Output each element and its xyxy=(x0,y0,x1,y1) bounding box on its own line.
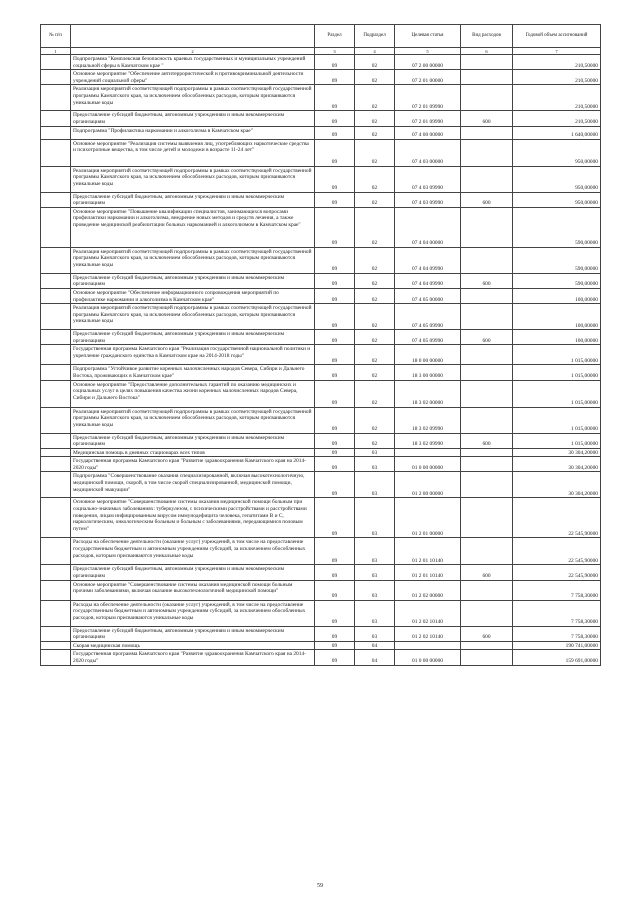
cell-podrazdel: 04 xyxy=(355,641,395,650)
cell-name: Скорая медицинская помощь xyxy=(71,641,315,650)
cell-statya: 07 2 01 09990 xyxy=(395,85,461,111)
cell-vid xyxy=(461,365,513,380)
cell-podrazdel: 03 xyxy=(355,600,395,626)
table-row xyxy=(41,457,601,472)
cell-vid xyxy=(461,448,513,457)
cell-sum: 590,00000 xyxy=(513,207,601,247)
cell-name: Реализация мероприятий соответствующей подпрограммы в рамках соответствующей государственной программы Камчатского края, за исключением обособленных расходов, которым присваиваются уникальные коды xyxy=(71,407,315,433)
cell-vid xyxy=(461,538,513,565)
cell-razdel: 09 xyxy=(315,600,355,626)
cell-statya: 01 2 00 00000 xyxy=(395,472,461,498)
cell-name: Предоставление субсидий бюджетным, автономным учреждениям и иным некоммерческим организациям xyxy=(71,330,315,345)
cell-podrazdel: 03 xyxy=(355,565,395,580)
cell-name: Реализация мероприятий соответствующей подпрограммы в рамках соответствующей государственной программы Камчатского края, за исключением обособленных расходов, которым присваиваются уникальные коды xyxy=(71,85,315,111)
cell-statya: 18 3 02 00000 xyxy=(395,380,461,407)
table-row xyxy=(41,600,601,626)
cell-razdel: 09 xyxy=(315,247,355,273)
table-row xyxy=(41,365,601,380)
cell-number xyxy=(41,448,71,457)
cell-name: Реализация мероприятий соответствующей подпрограммы в рамках соответствующей государственной программы Камчатского края, за исключением обособленных расходов, которым присваиваются уникальные коды xyxy=(71,304,315,330)
cell-name: Расходы на обеспечение деятельности (оказание услуг) учреждений, в том числе на предоставление государственным бюджетным и автономным учреждениям субсидий, за исключением обособленных расходов, которым присваиваются уникальные коды xyxy=(71,538,315,565)
cell-razdel: 09 xyxy=(315,55,355,70)
cell-statya: 01 2 01 10140 xyxy=(395,538,461,565)
cell-sum: 22 545,90000 xyxy=(513,538,601,565)
cell-number xyxy=(41,600,71,626)
header-razdel: Раздел xyxy=(315,25,355,48)
cell-vid xyxy=(461,55,513,70)
cell-vid: 600 xyxy=(461,565,513,580)
cell-statya: 01 0 00 00000 xyxy=(395,650,461,665)
cell-vid xyxy=(461,580,513,600)
cell-statya: 07 4 05 09990 xyxy=(395,304,461,330)
cell-statya: 01 2 01 10140 xyxy=(395,565,461,580)
cell-podrazdel: 02 xyxy=(355,55,395,70)
cell-razdel: 09 xyxy=(315,304,355,330)
cell-razdel: 09 xyxy=(315,565,355,580)
table-row xyxy=(41,70,601,85)
cell-sum: 1 015,00000 xyxy=(513,407,601,433)
cell-name: Подпрограмма "Комплексная безопасность краевых государственных и муниципальных учреждений социальной сферы в Камчатском крае " xyxy=(71,55,315,70)
cell-razdel: 09 xyxy=(315,139,355,166)
cell-razdel: 09 xyxy=(315,192,355,207)
cell-number xyxy=(41,55,71,70)
cell-vid xyxy=(461,472,513,498)
cell-sum: 210,50000 xyxy=(513,55,601,70)
cell-vid xyxy=(461,380,513,407)
cell-podrazdel: 02 xyxy=(355,139,395,166)
cell-razdel: 09 xyxy=(315,111,355,126)
table-row xyxy=(41,472,601,498)
cell-number xyxy=(41,288,71,303)
cell-podrazdel: 02 xyxy=(355,166,395,192)
cell-razdel: 09 xyxy=(315,70,355,85)
cell-razdel: 09 xyxy=(315,85,355,111)
cell-statya: 07 4 00 00000 xyxy=(395,126,461,139)
cell-vid: 600 xyxy=(461,626,513,641)
cell-statya xyxy=(395,448,461,457)
table-row xyxy=(41,498,601,538)
table-row xyxy=(41,650,601,665)
cell-sum: 30 304,20000 xyxy=(513,472,601,498)
header-number: № п/п xyxy=(41,25,71,48)
cell-podrazdel: 02 xyxy=(355,126,395,139)
cell-razdel: 09 xyxy=(315,448,355,457)
cell-vid xyxy=(461,70,513,85)
cell-vid xyxy=(461,498,513,538)
budget-table xyxy=(40,24,601,666)
cell-name: Реализация мероприятий соответствующей подпрограммы в рамках соответствующей государственной программы Камчатского края, за исключением обособленных расходов, которым присваиваются уникальные коды xyxy=(71,247,315,273)
cell-vid xyxy=(461,304,513,330)
table-row xyxy=(41,345,601,365)
cell-statya: 07 4 04 00000 xyxy=(395,207,461,247)
cell-name: Предоставление субсидий бюджетным, автономным учреждениям и иным некоммерческим организациям xyxy=(71,565,315,580)
cell-vid xyxy=(461,650,513,665)
cell-number xyxy=(41,433,71,448)
cell-statya: 07 2 00 00000 xyxy=(395,55,461,70)
cell-name: Предоставление субсидий бюджетным, автономным учреждениям и иным некоммерческим организациям xyxy=(71,192,315,207)
cell-statya: 01 0 00 00000 xyxy=(395,457,461,472)
cell-sum: 190 741,00000 xyxy=(513,641,601,650)
cell-statya xyxy=(395,641,461,650)
cell-number xyxy=(41,365,71,380)
column-number: 2 xyxy=(71,48,315,55)
cell-podrazdel: 02 xyxy=(355,288,395,303)
cell-number xyxy=(41,330,71,345)
cell-name: Государственная программа Камчатского края "Реализация государственной национальной политики и укрепление гражданского единства в Камчатском крае на 2014-2018 годы" xyxy=(71,345,315,365)
column-number-row xyxy=(41,48,601,55)
cell-number xyxy=(41,580,71,600)
cell-vid xyxy=(461,85,513,111)
cell-razdel: 09 xyxy=(315,166,355,192)
cell-vid: 600 xyxy=(461,111,513,126)
cell-vid: 600 xyxy=(461,192,513,207)
cell-name: Подпрограмма "Устойчивое развитие коренных малочисленных народов Севера, Сибири и Дальнего Востока, проживающих в Камчатском крае" xyxy=(71,365,315,380)
budget-sheet xyxy=(40,24,600,666)
cell-podrazdel: 02 xyxy=(355,273,395,288)
cell-name: Основное мероприятие "Предоставление дополнительных гарантий по оказанию медицинских и социальных услуг в целях повышения качества жизни коренных малочисленных народов Севера, Сибири и Дальнего Востока" xyxy=(71,380,315,407)
cell-statya: 07 4 03 09990 xyxy=(395,192,461,207)
cell-razdel: 09 xyxy=(315,580,355,600)
cell-razdel: 09 xyxy=(315,457,355,472)
cell-statya: 07 4 05 09990 xyxy=(395,330,461,345)
table-row xyxy=(41,626,601,641)
cell-podrazdel: 02 xyxy=(355,345,395,365)
cell-razdel: 09 xyxy=(315,472,355,498)
cell-sum: 210,50000 xyxy=(513,85,601,111)
column-number: 7 xyxy=(513,48,601,55)
cell-statya: 18 3 00 00000 xyxy=(395,365,461,380)
cell-name: Расходы на обеспечение деятельности (оказание услуг) учреждений, в том числе на предоставление государственным бюджетным и автономным учреждениям субсидий, за исключением обособленных расходов, которым присваиваются уникальные коды xyxy=(71,600,315,626)
cell-vid xyxy=(461,247,513,273)
cell-razdel: 09 xyxy=(315,288,355,303)
cell-sum: 590,00000 xyxy=(513,247,601,273)
cell-sum: 22 545,90000 xyxy=(513,498,601,538)
column-number: 4 xyxy=(355,48,395,55)
cell-razdel: 09 xyxy=(315,433,355,448)
header-podrazdel: Подраздел xyxy=(355,25,395,48)
cell-razdel: 09 xyxy=(315,650,355,665)
cell-sum: 950,00000 xyxy=(513,139,601,166)
cell-number xyxy=(41,70,71,85)
table-row xyxy=(41,448,601,457)
cell-razdel: 09 xyxy=(315,345,355,365)
table-row xyxy=(41,55,601,70)
table-row xyxy=(41,641,601,650)
cell-razdel: 09 xyxy=(315,365,355,380)
cell-vid: 600 xyxy=(461,273,513,288)
cell-name: Основное мероприятие "Совершенствование системы оказания медицинской помощи больным прочими заболеваниями, включая оказание высокотехнологичной медицинской помощи" xyxy=(71,580,315,600)
cell-podrazdel: 03 xyxy=(355,538,395,565)
header-name xyxy=(71,25,315,48)
cell-number xyxy=(41,192,71,207)
cell-vid xyxy=(461,139,513,166)
table-row xyxy=(41,304,601,330)
cell-sum: 7 758,30000 xyxy=(513,600,601,626)
cell-sum: 1 015,00000 xyxy=(513,345,601,365)
cell-number xyxy=(41,498,71,538)
cell-podrazdel: 03 xyxy=(355,498,395,538)
cell-vid xyxy=(461,288,513,303)
cell-podrazdel: 02 xyxy=(355,304,395,330)
cell-vid xyxy=(461,126,513,139)
cell-statya: 07 4 04 09990 xyxy=(395,247,461,273)
cell-vid xyxy=(461,207,513,247)
table-row xyxy=(41,85,601,111)
cell-statya: 07 4 04 09990 xyxy=(395,273,461,288)
cell-statya: 07 2 01 09990 xyxy=(395,111,461,126)
table-row xyxy=(41,207,601,247)
cell-number xyxy=(41,139,71,166)
cell-name: Основное мероприятие "Реализация системы выявления лиц, употребляющих наркотические средства и психотропные вещества, в том числе детей и молодежи в возрасте 11-24 лет" xyxy=(71,139,315,166)
table-row xyxy=(41,247,601,273)
cell-number xyxy=(41,626,71,641)
cell-name: Предоставление субсидий бюджетным, автономным учреждениям и иным некоммерческим организациям xyxy=(71,111,315,126)
cell-number xyxy=(41,565,71,580)
cell-number xyxy=(41,166,71,192)
table-row xyxy=(41,330,601,345)
cell-sum: 1 015,00000 xyxy=(513,380,601,407)
cell-sum: 950,00000 xyxy=(513,166,601,192)
cell-name: Государственная программа Камчатского края "Развитие здравоохранения Камчатского края на 2014-2020 годы" xyxy=(71,457,315,472)
table-row xyxy=(41,192,601,207)
cell-sum: 30 304,20000 xyxy=(513,457,601,472)
header-sum: Годовой объем ассигнований xyxy=(513,25,601,48)
cell-razdel: 09 xyxy=(315,380,355,407)
cell-vid xyxy=(461,600,513,626)
cell-statya: 18 3 02 09990 xyxy=(395,407,461,433)
cell-name: Предоставление субсидий бюджетным, автономным учреждениям и иным некоммерческим организациям xyxy=(71,273,315,288)
table-row xyxy=(41,580,601,600)
cell-name: Основное мероприятие "Обеспечение антитеррористической и противокриминальной деятельности учреждений социальной сферы" xyxy=(71,70,315,85)
cell-name: Подпрограмма "Совершенствование оказания специализированной, включая высокотехнологичную, медицинской помощи, скорой, в том числе скорой специализированной, медицинской помощи, медицинской эвакуации" xyxy=(71,472,315,498)
table-row xyxy=(41,565,601,580)
cell-statya: 18 0 00 00000 xyxy=(395,345,461,365)
cell-podrazdel: 04 xyxy=(355,650,395,665)
cell-podrazdel: 02 xyxy=(355,207,395,247)
cell-number xyxy=(41,345,71,365)
cell-sum: 210,50000 xyxy=(513,111,601,126)
cell-vid: 600 xyxy=(461,330,513,345)
table-row xyxy=(41,111,601,126)
table-row xyxy=(41,380,601,407)
cell-number xyxy=(41,538,71,565)
cell-number xyxy=(41,273,71,288)
cell-statya: 07 4 05 00000 xyxy=(395,288,461,303)
cell-podrazdel: 03 xyxy=(355,472,395,498)
cell-podrazdel: 03 xyxy=(355,626,395,641)
table-row xyxy=(41,538,601,565)
cell-name: Основное мероприятие "Повышение квалификации специалистов, занимающихся вопросами профилактики наркомании и алкоголизма, внедрение новых методов и средств лечения, а также проведение медицинской реабилитации больных наркоманией и алкоголизмом в Камчатском крае" xyxy=(71,207,315,247)
cell-number xyxy=(41,641,71,650)
column-number: 6 xyxy=(461,48,513,55)
cell-vid xyxy=(461,457,513,472)
column-number: 5 xyxy=(395,48,461,55)
cell-vid xyxy=(461,407,513,433)
cell-podrazdel: 02 xyxy=(355,380,395,407)
cell-razdel: 09 xyxy=(315,273,355,288)
cell-sum: 950,00000 xyxy=(513,192,601,207)
cell-podrazdel: 02 xyxy=(355,365,395,380)
cell-name: Предоставление субсидий бюджетным, автономным учреждениям и иным некоммерческим организациям xyxy=(71,433,315,448)
cell-number xyxy=(41,207,71,247)
cell-sum: 7 758,30000 xyxy=(513,626,601,641)
cell-razdel: 09 xyxy=(315,207,355,247)
cell-sum: 1 640,00000 xyxy=(513,126,601,139)
cell-razdel: 09 xyxy=(315,538,355,565)
cell-razdel: 09 xyxy=(315,498,355,538)
cell-name: Основное мероприятие "Обеспечение информационного сопровождения мероприятий по профилактике наркомании и алкоголизма в Камчатском крае" xyxy=(71,288,315,303)
cell-sum: 210,50000 xyxy=(513,70,601,85)
cell-razdel: 09 xyxy=(315,126,355,139)
cell-statya: 01 2 01 00000 xyxy=(395,498,461,538)
cell-statya: 01 2 02 10140 xyxy=(395,600,461,626)
cell-vid xyxy=(461,345,513,365)
cell-number xyxy=(41,247,71,273)
cell-vid: 600 xyxy=(461,433,513,448)
cell-name: Реализация мероприятий соответствующей подпрограммы в рамках соответствующей государственной программы Камчатского края, за исключением обособленных расходов, которым присваиваются уникальные коды xyxy=(71,166,315,192)
cell-podrazdel: 02 xyxy=(355,111,395,126)
cell-number xyxy=(41,304,71,330)
cell-number xyxy=(41,85,71,111)
cell-statya: 18 3 02 09990 xyxy=(395,433,461,448)
cell-sum: 100,00000 xyxy=(513,304,601,330)
cell-podrazdel: 02 xyxy=(355,433,395,448)
cell-podrazdel: 03 xyxy=(355,457,395,472)
header-statya: Целевая статья xyxy=(395,25,461,48)
cell-statya: 07 4 03 09990 xyxy=(395,166,461,192)
table-row xyxy=(41,166,601,192)
cell-number xyxy=(41,457,71,472)
cell-number xyxy=(41,650,71,665)
page-number: 59 xyxy=(317,883,323,889)
table-row xyxy=(41,433,601,448)
cell-podrazdel: 02 xyxy=(355,85,395,111)
cell-name: Государственная программа Камчатского края "Развитие здравоохранения Камчатского края на 2014-2020 годы" xyxy=(71,650,315,665)
column-number: 3 xyxy=(315,48,355,55)
table-row xyxy=(41,407,601,433)
cell-podrazdel: 02 xyxy=(355,247,395,273)
cell-podrazdel: 02 xyxy=(355,330,395,345)
table-row xyxy=(41,126,601,139)
header-vid: Вид расходов xyxy=(461,25,513,48)
cell-number xyxy=(41,126,71,139)
table-row xyxy=(41,139,601,166)
cell-sum: 1 015,00000 xyxy=(513,365,601,380)
cell-name: Медицинская помощь в дневных стационарах всех типов xyxy=(71,448,315,457)
cell-sum: 590,00000 xyxy=(513,273,601,288)
cell-statya: 07 2 01 00000 xyxy=(395,70,461,85)
cell-vid xyxy=(461,641,513,650)
cell-razdel: 09 xyxy=(315,330,355,345)
cell-name: Предоставление субсидий бюджетным, автономным учреждениям и иным некоммерческим организациям xyxy=(71,626,315,641)
cell-podrazdel: 03 xyxy=(355,448,395,457)
cell-sum: 100,00000 xyxy=(513,330,601,345)
cell-statya: 01 2 02 00000 xyxy=(395,580,461,600)
cell-sum: 30 304,20000 xyxy=(513,448,601,457)
table-header-row xyxy=(41,25,601,48)
cell-number xyxy=(41,111,71,126)
cell-name: Основное мероприятие "Совершенствование системы оказания медицинской помощи больным при социально-значимых заболеваниях: туберкулезом, с психическими расстройствами и расстройствами поведения, лицам инфицированным вирусом иммунодефицита человека, гепатитами В и С, наркологическим, онкологическим больным и больным с заболеваниями, передающимися половым путем" xyxy=(71,498,315,538)
cell-sum: 22 545,90000 xyxy=(513,565,601,580)
cell-sum: 159 691,00000 xyxy=(513,650,601,665)
column-number: 1 xyxy=(41,48,71,55)
cell-podrazdel: 02 xyxy=(355,70,395,85)
cell-razdel: 09 xyxy=(315,407,355,433)
cell-statya: 07 4 03 00000 xyxy=(395,139,461,166)
cell-sum: 7 758,30000 xyxy=(513,580,601,600)
cell-razdel: 09 xyxy=(315,626,355,641)
cell-name: Подпрограмма "Профилактика наркомании и алкоголизма в Камчатском крае" xyxy=(71,126,315,139)
cell-vid xyxy=(461,166,513,192)
cell-razdel: 09 xyxy=(315,641,355,650)
cell-podrazdel: 03 xyxy=(355,580,395,600)
cell-podrazdel: 02 xyxy=(355,407,395,433)
cell-number xyxy=(41,380,71,407)
cell-number xyxy=(41,472,71,498)
cell-statya: 01 2 02 10140 xyxy=(395,626,461,641)
table-row xyxy=(41,288,601,303)
cell-number xyxy=(41,407,71,433)
table-row xyxy=(41,273,601,288)
cell-sum: 100,00000 xyxy=(513,288,601,303)
cell-podrazdel: 02 xyxy=(355,192,395,207)
cell-sum: 1 015,00000 xyxy=(513,433,601,448)
